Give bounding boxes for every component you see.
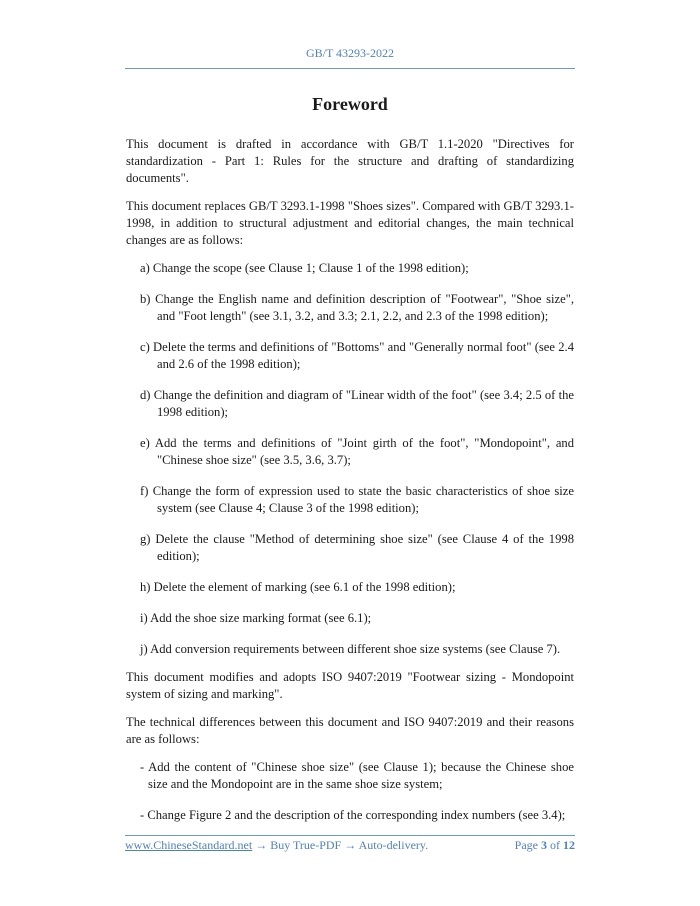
technical-differences-list [126, 759, 574, 824]
of-label: of [550, 838, 560, 852]
footer-divider [125, 835, 575, 836]
page-title: Foreword [312, 94, 388, 114]
page-indicator [515, 838, 575, 853]
page-label: Page [514, 838, 538, 852]
technical-changes-list [126, 260, 574, 658]
list-item: g) Delete the clause "Method of determining shoe size" (see Clause 4 of the 1998 edition); [140, 532, 574, 563]
auto-delivery-text: Auto-delivery. [358, 838, 429, 852]
list-item: i) Add the shoe size marking format (see 6.1); [140, 611, 372, 625]
arrow-right-icon: → [344, 838, 357, 852]
list-item: e) Add the terms and definitions of "Joint girth of the foot", "Mondopoint", and "Chinese shoe size" (see 3.5, 3.6, 3.7); [140, 436, 574, 467]
list-item: f) Change the form of expression used to state the basic characteristics of shoe size system (see Clause 4; Clause 3 of the 1998 edition); [140, 484, 574, 515]
buy-pdf-text: Buy True-PDF [270, 838, 342, 852]
paragraph-adoption: This document modifies and adopts ISO 9407:2019 "Footwear sizing - Mondopoint system of sizing and marking". [126, 670, 574, 701]
list-item: j) Add conversion requirements between different shoe size systems (see Clause 7). [140, 642, 561, 656]
list-item: d) Change the definition and diagram of "Linear width of the foot" (see 3.4; 2.5 of the 1998 edition); [140, 388, 574, 419]
header-divider [125, 68, 575, 69]
paragraph-drafting: This document is drafted in accordance with GB/T 1.1-2020 "Directives for standardization - Part 1: Rules for the structure and drafting of standardizing documents". [126, 137, 574, 185]
list-item: a) Change the scope (see Clause 1; Clause 1 of the 1998 edition); [140, 261, 469, 275]
store-link[interactable] [125, 838, 428, 853]
document-code-header: GB/T 43293-2022 [305, 46, 395, 60]
document-body [126, 136, 574, 838]
list-item: b) Change the English name and definition description of "Footwear", "Shoe size", and "Foot length" (see 3.1, 3.2, and 3.3; 2.1, 2.2, and 2.3 of the 1998 edition); [140, 292, 574, 323]
list-item: c) Delete the terms and definitions of "Bottoms" and "Generally normal foot" (see 2.4 and 2.6 of the 1998 edition); [140, 340, 574, 371]
arrow-right-icon: → [255, 838, 268, 852]
total-pages: 12 [563, 838, 575, 852]
list-item: - Add the content of "Chinese shoe size" (see Clause 1); because the Chinese shoe size and the Mondopoint are in the same shoe size system; [140, 760, 574, 791]
paragraph-replaces: This document replaces GB/T 3293.1-1998 "Shoes sizes". Compared with GB/T 3293.1-1998, in addition to structural adjustment and editorial changes, the main technical changes are as follows: [126, 199, 574, 247]
list-item: - Change Figure 2 and the description of the corresponding index numbers (see 3.4); [140, 808, 566, 822]
page-number: 3 [541, 838, 547, 852]
store-url[interactable]: www.ChineseStandard.net [125, 838, 253, 852]
list-item: h) Delete the element of marking (see 6.1 of the 1998 edition); [140, 580, 456, 594]
paragraph-differences: The technical differences between this document and ISO 9407:2019 and their reasons are as follows: [126, 715, 574, 746]
